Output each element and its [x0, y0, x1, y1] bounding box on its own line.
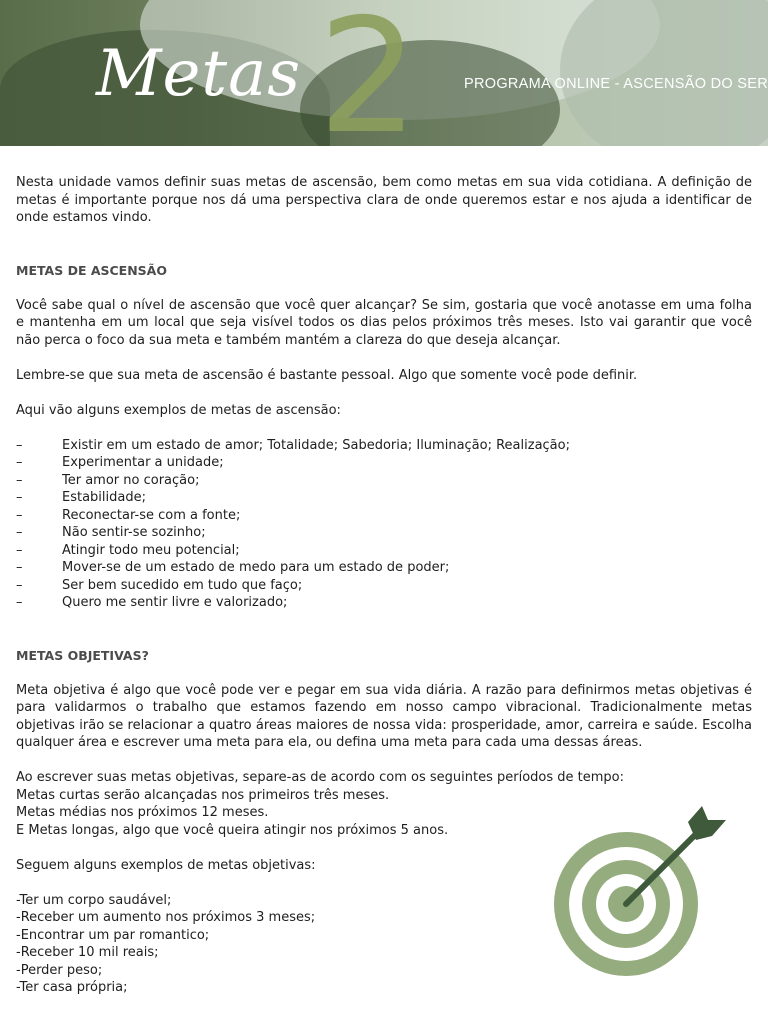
list-item-text: Experimentar a unidade;: [62, 455, 224, 470]
dash-bullet: –: [16, 577, 23, 593]
list-item-text: Existir em um estado de amor; Totalidade; Sabedoria; Iluminação; Realização;: [62, 437, 570, 453]
target-icon: [536, 804, 730, 984]
ascension-examples-list: [16, 437, 752, 612]
list-item: [16, 489, 752, 507]
dash-bullet: –: [16, 437, 23, 453]
list-item: -Encontrar um par romantico;: [16, 927, 210, 943]
periods-line: Metas médias nos próximos 12 meses.: [16, 805, 269, 820]
list-item: -Receber um aumento nos próximos 3 meses;: [16, 910, 316, 925]
unit-number: 2: [318, 0, 419, 146]
dash-bullet: –: [16, 525, 23, 540]
dash-bullet: –: [16, 595, 23, 610]
ascension-paragraph-2: Lembre-se que sua meta de ascensão é bastante pessoal. Algo que somente você pode definir.: [16, 367, 638, 383]
list-item: -Ter casa própria;: [16, 980, 128, 995]
dash-bullet: –: [16, 472, 23, 488]
list-item: [16, 577, 752, 595]
list-item-text: Ter amor no coração;: [62, 472, 200, 488]
list-item: [16, 472, 752, 490]
periods-line: Metas curtas serão alcançadas nos primeiros três meses.: [16, 787, 390, 803]
objective-paragraph-1: Meta objetiva é algo que você pode ver e pegar em sua vida diária. A razão para definirmos metas objetivas é para validarmos o trabalho que estamos fazendo em nosso campo vibracional. Tradicionalmente metas objetivas irão se relacionar a quatro áreas maiores de nossa vida: prosperidade, amor, carreira e saúde. Escolha qualquer área e escrever uma meta para ela, ou defina uma meta para cada uma dessas áreas.: [16, 682, 752, 750]
ascension-paragraph-1: Você sabe qual o nível de ascensão que você quer alcançar? Se sim, gostaria que você anotasse em uma folha e mantenha em um local que seja visível todos os dias pelos próximos três meses. Isto vai garantir que você não perca o foco da sua meta e também mantém a clareza do que deseja alcançar.: [16, 297, 752, 348]
list-item-text: Mover-se de um estado de medo para um estado de poder;: [62, 560, 450, 575]
dash-bullet: –: [16, 507, 23, 523]
list-item: [16, 524, 752, 542]
header-banner: [0, 0, 768, 146]
page-title: Metas: [96, 37, 302, 111]
list-item: [16, 542, 752, 560]
ascension-paragraph-3: Aqui vão alguns exemplos de metas de ascensão:: [16, 402, 341, 418]
list-item: -Ter um corpo saudável;: [16, 892, 172, 908]
section-heading-objective: METAS OBJETIVAS?: [16, 647, 149, 663]
dash-bullet: –: [16, 542, 23, 558]
list-item: [16, 507, 752, 525]
list-item: [16, 594, 752, 612]
list-item-text: Reconectar-se com a fonte;: [62, 507, 241, 523]
program-label: PROGRAMA ONLINE - ASCENSÃO DO SER: [464, 76, 768, 92]
list-item-text: Ser bem sucedido em tudo que faço;: [62, 577, 303, 593]
list-item: -Receber 10 mil reais;: [16, 945, 159, 960]
objective-paragraph-3: Seguem alguns exemplos de metas objetivas:: [16, 857, 316, 873]
list-item: [16, 437, 752, 455]
background-shape: [560, 0, 768, 146]
dash-bullet: –: [16, 455, 23, 470]
list-item-text: Não sentir-se sozinho;: [62, 525, 206, 540]
dash-bullet: –: [16, 560, 23, 575]
list-item-text: Estabilidade;: [62, 490, 146, 505]
list-item: [16, 454, 752, 472]
list-item: [16, 559, 752, 577]
periods-line: Ao escrever suas metas objetivas, separe-as de acordo com os seguintes períodos de tempo:: [16, 770, 625, 785]
list-item-text: Quero me sentir livre e valorizado;: [62, 595, 288, 610]
list-item-text: Atingir todo meu potencial;: [62, 542, 240, 558]
intro-paragraph: Nesta unidade vamos definir suas metas de ascensão, bem como metas em sua vida cotidiana. A definição de metas é importante porque nos dá uma perspectiva clara de onde queremos estar e nos ajuda a identificar de onde estamos vindo.: [16, 175, 752, 225]
periods-line: E Metas longas, algo que você queira atingir nos próximos 5 anos.: [16, 822, 449, 838]
list-item: -Perder peso;: [16, 962, 103, 978]
dash-bullet: –: [16, 490, 23, 505]
section-heading-ascension: METAS DE ASCENSÃO: [16, 262, 167, 278]
